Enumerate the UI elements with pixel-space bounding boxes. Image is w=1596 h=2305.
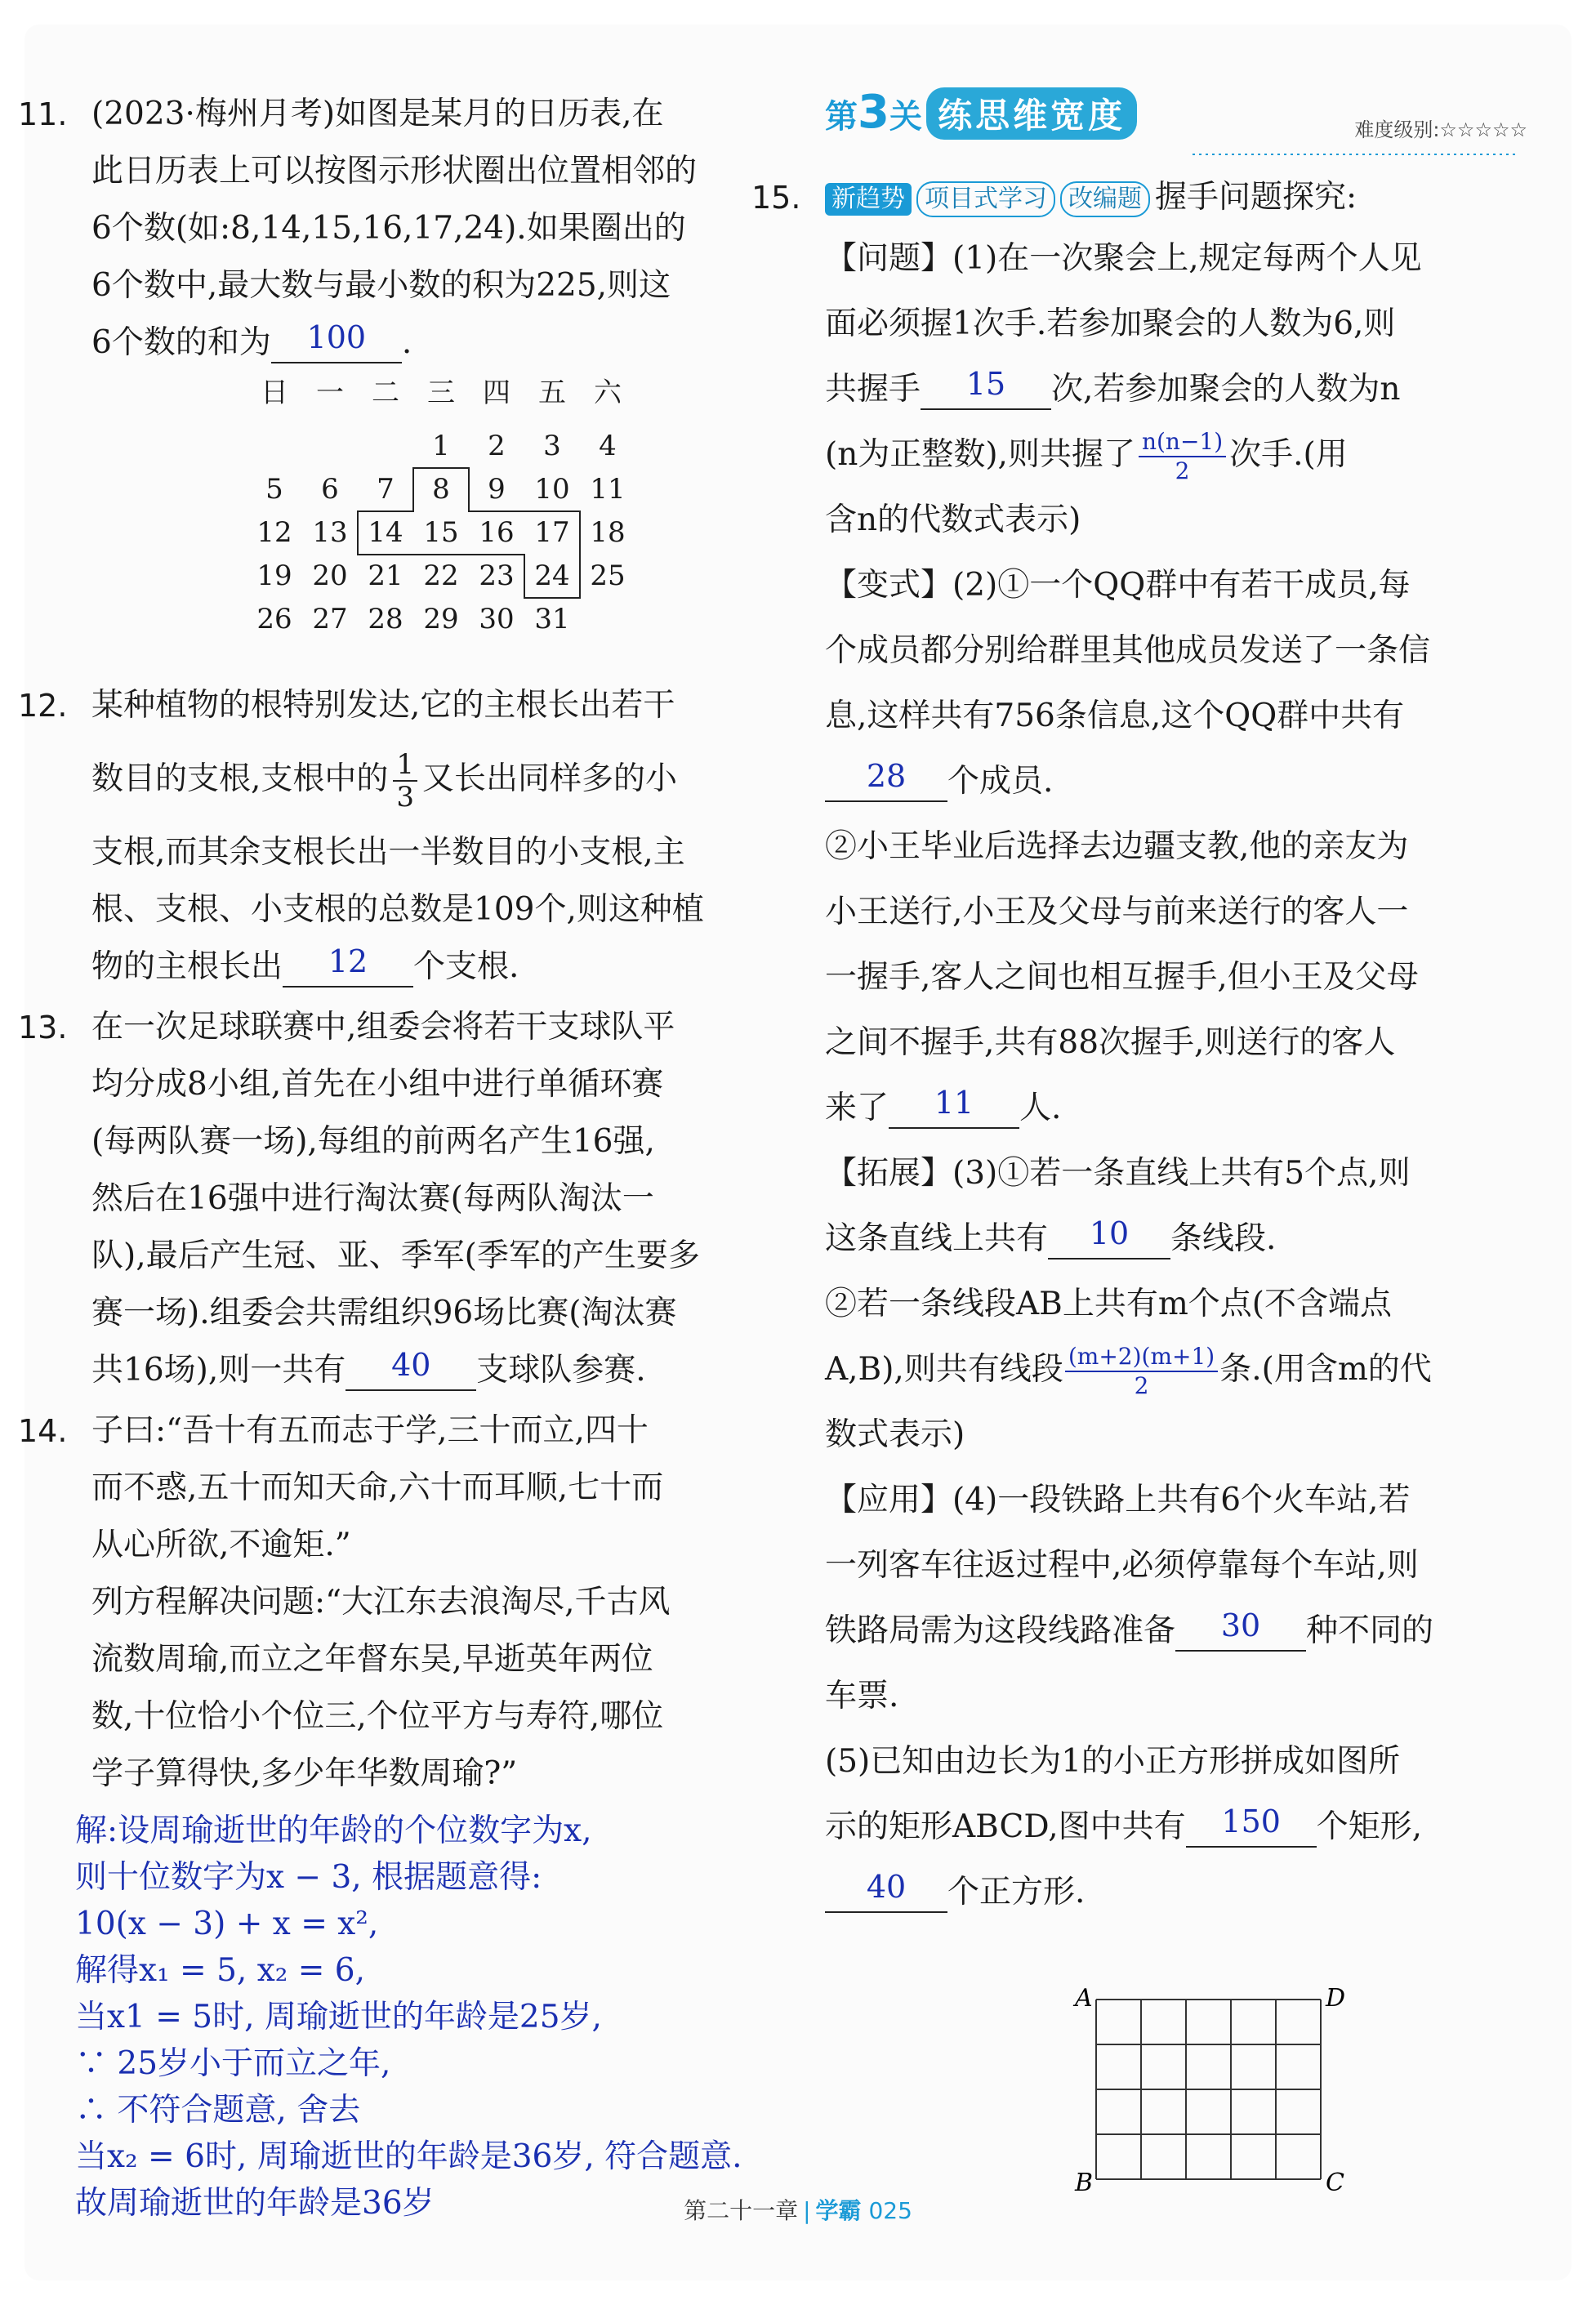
- question-text-line: (每两队赛一场),每组的前两名产生16强,: [91, 1123, 655, 1160]
- question-text-line: 某种植物的根特别发达,它的主根长出若干: [91, 687, 675, 724]
- question-text-line: 【问题】(1)在一次聚会上,规定每两个人见: [825, 240, 1422, 277]
- question-text-line: 息,这样共有756条信息,这个QQ群中共有: [825, 698, 1405, 734]
- calendar-day: 22: [423, 560, 459, 592]
- solution-line: ∵ 25岁小于而立之年,: [75, 2045, 391, 2082]
- question-text-line: 6个数中,最大数与最小数的积为225,则这: [91, 267, 671, 304]
- question-text-line: (n为正整数),则共握了 n(n−1) 2 次手.(用: [825, 428, 1348, 484]
- question-text-line: ②若一条线段AB上共有m个点(不含端点: [825, 1286, 1393, 1322]
- question-text-line: 40 个正方形.: [825, 1860, 1527, 1925]
- calendar-day: 30: [479, 603, 515, 635]
- question-text-line: 而不惑,五十而知天命,六十而耳顺,七十而: [91, 1469, 664, 1506]
- calendar-day: 25: [590, 560, 626, 592]
- section-header: [825, 86, 1527, 159]
- answer-fraction: (m+2)(m+1) 2: [1065, 1343, 1218, 1400]
- question-text-line: 根、支根、小支根的总数是109个,则这种植: [91, 891, 704, 928]
- answer-blank: [1186, 1803, 1317, 1848]
- level-badge: 第3关: [825, 86, 922, 139]
- question-14: [18, 1402, 794, 2227]
- calendar-day: 4: [599, 430, 617, 462]
- solution-line: 则十位数字为x − 3, 根据题意得:: [75, 1859, 542, 1896]
- answer-blank: [921, 366, 1051, 410]
- question-number: 15.: [751, 180, 801, 216]
- calendar-day: 17: [534, 516, 570, 549]
- calendar-day: 15: [423, 516, 459, 549]
- solution-line: 当x₂ = 6时, 周瑜逝世的年龄是36岁, 符合题意.: [75, 2138, 742, 2175]
- question-text-line: 支根,而其余支根长出一半数目的小支根,主: [91, 834, 685, 871]
- calendar-day: 3: [543, 430, 561, 462]
- answer-text: 30: [1220, 1607, 1261, 1643]
- answer-text: 15: [965, 366, 1006, 402]
- calendar-day: 24: [534, 560, 570, 592]
- question-text-line: A,B),则共有线段 (m+2)(m+1) 2 条.(用含m的代: [825, 1343, 1432, 1399]
- calendar-day: 8: [432, 473, 450, 506]
- solution-line: 故周瑜逝世的年龄是36岁: [75, 2185, 435, 2222]
- calendar-day: 16: [479, 516, 515, 549]
- calendar-figure: [247, 372, 671, 674]
- question-11: [18, 86, 794, 674]
- question-text-line: 然后在16强中进行淘汰赛(每两队淘汰一: [91, 1180, 654, 1217]
- question-12: [18, 677, 794, 996]
- question-text-line: 【拓展】(3)①若一条直线上共有5个点,则: [825, 1155, 1411, 1192]
- question-body: [825, 226, 1527, 1925]
- page-footer: [0, 2193, 1596, 2226]
- question-text-line: 【应用】(4)一段铁路上共有6个火车站,若: [825, 1482, 1411, 1518]
- answer-text: 12: [328, 943, 368, 979]
- vertex-label: B: [1075, 2169, 1094, 2196]
- calendar-day: 28: [368, 603, 403, 635]
- question-text-line: 6个数(如:8,14,15,16,17,24).如果圈出的: [91, 210, 686, 247]
- question-text-line: 这条直线上共有 10 条线段.: [825, 1206, 1527, 1272]
- calendar-day: 20: [312, 560, 348, 592]
- chapter-label: 第二十一章: [684, 2197, 799, 2224]
- question-text-line: 共握手 15 次,若参加聚会的人数为n: [825, 357, 1527, 422]
- calendar-day: 23: [479, 560, 515, 592]
- question-text-line: 物的主根长出 12 个支根.: [91, 938, 794, 996]
- answer-blank: [283, 943, 413, 988]
- question-text-line: 6个数的和为 100 .: [91, 314, 794, 372]
- answer-text: 11: [934, 1085, 974, 1121]
- answer-blank: [825, 1869, 947, 1913]
- question-text-line: 一握手,客人之间也相互握手,但小王及父母: [825, 959, 1419, 996]
- answer-blank: [346, 1347, 476, 1391]
- page-number: 025: [868, 2197, 912, 2224]
- question-text-line: 队),最后产生冠、亚、季军(季军的产生要多: [91, 1237, 700, 1274]
- calendar-weekday: 二: [372, 377, 399, 409]
- brand-label: 学霸: [815, 2197, 862, 2224]
- answer-blank: [1175, 1607, 1306, 1652]
- question-text-line: 来了 11 人.: [825, 1076, 1527, 1141]
- difficulty-rating: 难度级别:☆☆☆☆☆: [1354, 118, 1527, 141]
- calendar-weekday: 日: [261, 377, 288, 409]
- rectangle-grid-figure: [1072, 1983, 1349, 2199]
- calendar-day: 6: [321, 473, 339, 506]
- vertex-label: C: [1326, 2169, 1344, 2196]
- tag-badge: 新趋势: [825, 183, 912, 216]
- question-text-line: 数式表示): [825, 1416, 965, 1453]
- answer-text: 28: [866, 758, 907, 794]
- calendar-weekday: 三: [427, 377, 455, 409]
- handwritten-solution: [75, 1808, 794, 2227]
- answer-blank: [1048, 1215, 1170, 1260]
- calendar-weekday: 四: [483, 377, 510, 409]
- question-text-line: 在一次足球联赛中,组委会将若干支球队平: [91, 1009, 675, 1045]
- question-text-line: 新趋势 项目式学习 改编题 握手问题探究:: [825, 169, 1527, 226]
- solution-line: 解:设周瑜逝世的年龄的个位数字为x,: [75, 1812, 592, 1849]
- question-text-line: 均分成8小组,首先在小组中进行单循环赛: [91, 1066, 664, 1103]
- tag-badge: 项目式学习: [916, 181, 1055, 217]
- calendar-day: 29: [423, 603, 459, 635]
- question-text-line: 面必须握1次手.若参加聚会的人数为6,则: [825, 305, 1396, 342]
- calendar-day: 10: [534, 473, 570, 506]
- question-number: 14.: [18, 1413, 68, 1449]
- question-text-line: 数,十位恰小个位三,个位平方与寿符,哪位: [91, 1698, 664, 1735]
- question-text-line: 个成员都分别给群里其他成员发送了一条信: [825, 632, 1431, 669]
- calendar-day: 13: [312, 516, 348, 549]
- answer-text: 10: [1089, 1215, 1130, 1251]
- calendar-day: 31: [534, 603, 570, 635]
- left-column: [18, 86, 794, 2230]
- footer-separator: |: [803, 2197, 811, 2224]
- calendar-day: 19: [256, 560, 292, 592]
- calendar-day: 9: [488, 473, 506, 506]
- answer-blank: [825, 758, 947, 802]
- question-text-line: 车票.: [825, 1678, 899, 1714]
- answer-text: 100: [306, 319, 367, 355]
- calendar-day: 12: [256, 516, 292, 549]
- question-text-line: 流数周瑜,而立之年督东吴,早逝英年两位: [91, 1641, 653, 1678]
- question-number: 11.: [18, 96, 68, 132]
- question-text-line: 赛一场).组委会共需组织96场比赛(淘汰赛: [91, 1295, 677, 1331]
- question-text-line: 列方程解决问题:“大江东去浪淘尽,千古风: [91, 1584, 671, 1621]
- answer-text: 40: [866, 1869, 907, 1905]
- answer-text: 40: [391, 1347, 431, 1383]
- vertex-label: D: [1326, 1984, 1346, 2013]
- solution-line: 10(x − 3) + x = x²,: [75, 1906, 379, 1942]
- calendar-weekday: 六: [594, 377, 622, 409]
- question-text-line: 子曰:“吾十有五而志于学,三十而立,四十: [91, 1412, 649, 1449]
- question-text-line: 铁路局需为这段线路准备 30 种不同的: [825, 1598, 1527, 1664]
- question-text-line: 一列客车往返过程中,必须停靠每个车站,则: [825, 1547, 1419, 1584]
- grid-svg: [1072, 1983, 1349, 2196]
- calendar-day: 5: [265, 473, 283, 506]
- question-text-line: 之间不握手,共有88次握手,则送行的客人: [825, 1024, 1396, 1061]
- calendar-weekday: 五: [538, 377, 566, 409]
- right-column: [751, 86, 1527, 1928]
- calendar-day: 2: [488, 430, 506, 462]
- question-text-line: 学子算得快,多少年华数周瑜?”: [91, 1755, 518, 1792]
- solution-line: 当x1 = 5时, 周瑜逝世的年龄是25岁,: [75, 1999, 602, 2035]
- question-number: 12.: [18, 688, 68, 724]
- tag-badge: 改编题: [1060, 181, 1150, 217]
- question-text-line: 从心所欲,不逾矩.”: [91, 1527, 351, 1563]
- calendar-day: 7: [377, 473, 395, 506]
- question-text-line: 含n的代数式表示): [825, 502, 1081, 538]
- calendar-day: 27: [312, 603, 348, 635]
- question-text-line: 此日历表上可以按图示形状圈出位置相邻的: [91, 153, 698, 189]
- calendar-day: 18: [590, 516, 626, 549]
- question-text-line: ②小王毕业后选择去边疆支教,他的亲友为: [825, 828, 1409, 865]
- question-text-line: (5)已知由边长为1的小正方形拼成如图所: [825, 1743, 1401, 1780]
- section-title: 练思维宽度: [926, 87, 1137, 140]
- question-text-line: 28 个成员.: [825, 749, 1527, 814]
- answer-text: 150: [1221, 1803, 1281, 1839]
- calendar-day: 21: [368, 560, 403, 592]
- question-number: 13.: [18, 1010, 68, 1045]
- question-text-line: (2023·梅州月考)如图是某月的日历表,在: [91, 96, 664, 132]
- calendar-weekday: 一: [316, 377, 344, 409]
- question-text-line: 【变式】(2)①一个QQ群中有若干成员,每: [825, 567, 1411, 604]
- answer-blank: [271, 319, 402, 363]
- question-text-line: 示的矩形ABCD,图中共有 150 个矩形,: [825, 1795, 1527, 1860]
- vertex-label: A: [1075, 1984, 1093, 2013]
- calendar-day: 14: [368, 516, 403, 549]
- header-underline: [825, 151, 1527, 159]
- calendar-day: 11: [590, 473, 626, 506]
- calendar-day: 1: [432, 430, 450, 462]
- answer-fraction: n(n−1) 2: [1139, 428, 1226, 485]
- solution-line: ∴ 不符合题意, 舍去: [75, 2092, 361, 2129]
- question-13: [18, 999, 794, 1399]
- calendar-day: 26: [256, 603, 292, 635]
- fraction: $\frac{1}{3}$: [393, 749, 417, 813]
- question-15: [751, 169, 1527, 1925]
- question-text-line: 数目的支根,支根中的 $\frac{1}{3}$ 又长出同样多的小: [91, 748, 678, 814]
- question-text-line: 小王送行,小王及父母与前来送行的客人一: [825, 894, 1409, 930]
- question-text-line: 共16场),则一共有 40 支球队参赛.: [91, 1342, 794, 1399]
- solution-line: 解得x₁ = 5, x₂ = 6,: [75, 1952, 366, 1989]
